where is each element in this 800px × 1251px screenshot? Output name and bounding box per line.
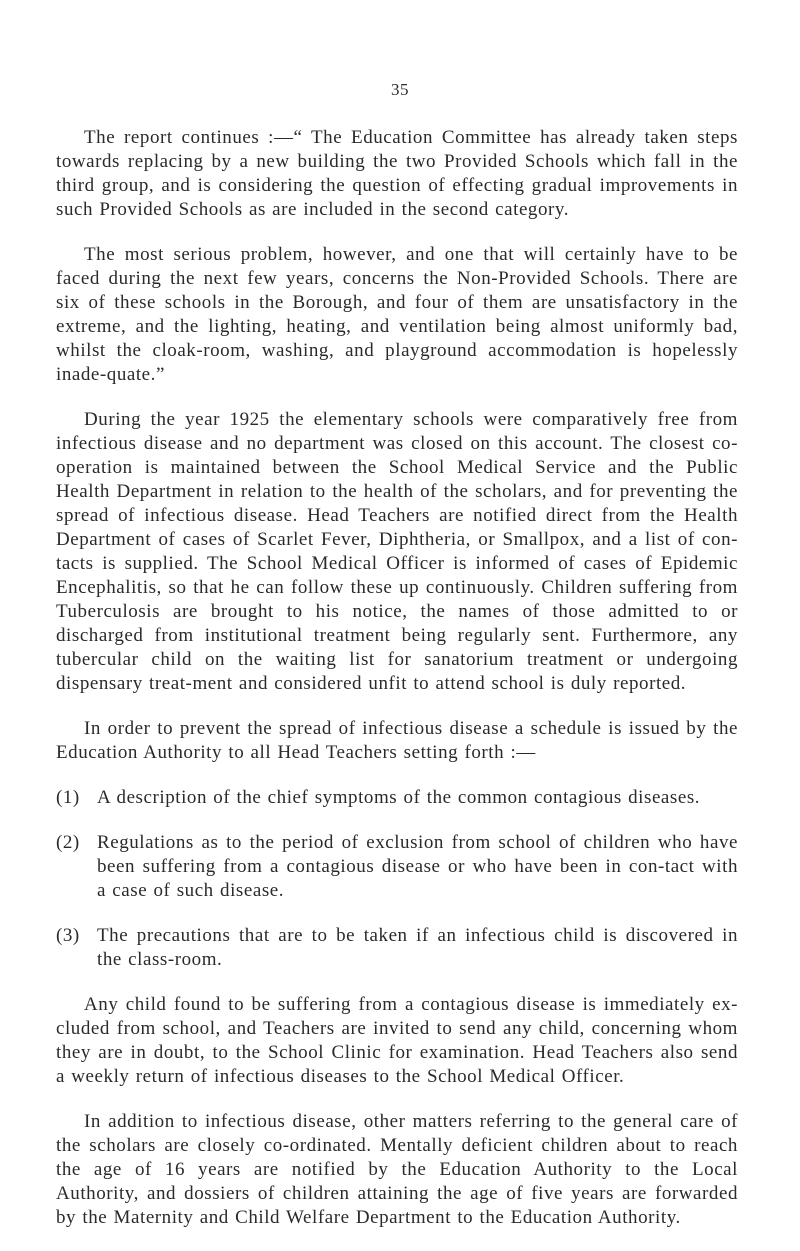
list-item-number: (1) bbox=[56, 787, 80, 808]
paragraph-exclusion: Any child found to be suffering from a contagious disease is immediately ex-cluded from school, and Teachers are invited to send any child, concerning whom they are in doubt, to the School Clinic for examination. Head Teachers also send a weekly return of infectious diseases to the School Medical Officer. bbox=[56, 994, 738, 1087]
list-item bbox=[56, 831, 738, 903]
list-item-number: (3) bbox=[56, 925, 80, 946]
list-item-text: A description of the chief symptoms of the common contagious diseases. bbox=[97, 787, 701, 808]
paragraph-general-care: In addition to infectious disease, other matters referring to the general care of the scholars are closely co-ordinated. Mentally deficient children about to reach the age of 16 years are notified by the Education Authority to the Local Authority, and dossiers of children attaining the age of five years are forwarded by the Maternity and Child Welfare Department to the Education Authority. bbox=[56, 1111, 738, 1228]
page-number: 35 bbox=[391, 80, 409, 99]
list-item-text: Regulations as to the period of exclusion from school of children who have been suffering from a contagious disease or who have been in con-tact with a case of such disease. bbox=[97, 832, 738, 901]
schedule-list bbox=[56, 786, 738, 972]
list-item bbox=[56, 924, 738, 972]
paragraph-non-provided-schools: The most serious problem, however, and one that will certainly have to be faced during the next few years, concerns the Non-Provided Schools. There are six of these schools in the Borough, and four of them are unsatisfactory in the extreme, and the lighting, heating, and ventilation being almost uniformly bad, whilst the cloak-room, washing, and playground accommodation is hopelessly inade-quate.” bbox=[56, 244, 738, 385]
list-item-text: The precautions that are to be taken if an infectious child is discovered in the class-room. bbox=[97, 925, 738, 970]
document-body bbox=[56, 126, 738, 1251]
paragraph-schedule-intro: In order to prevent the spread of infectious disease a schedule is issued by the Education Authority to all Head Teachers setting forth :— bbox=[56, 718, 738, 763]
list-item bbox=[56, 786, 738, 810]
paragraph-report-continues: The report continues :—“ The Education Committee has already taken steps towards replacing by a new building the two Provided Schools which fall in the third group, and is considering the question of effecting gradual improvements in such Provided Schools as are included in the second category. bbox=[56, 127, 738, 220]
list-item-number: (2) bbox=[56, 832, 80, 853]
paragraph-infectious-disease-1925: During the year 1925 the elementary schools were comparatively free from infectious disease and no department was closed on this account. The closest co-operation is maintained between the School Medical Service and the Public Health Department in relation to the health of the scholars, and for preventing the spread of infectious disease. Head Teachers are notified direct from the Health Department of cases of Scarlet Fever, Diphtheria, or Smallpox, and a list of con-tacts is supplied. The School Medical Officer is informed of cases of Epidemic Encephalitis, so that he can follow these up continuously. Children suffering from Tuberculosis are brought to his notice, the names of those admitted to or discharged from institutional treatment being regularly sent. Furthermore, any tubercular child on the waiting list for sanatorium treatment or undergoing dispensary treat-ment and considered unfit to attend school is duly reported. bbox=[56, 409, 738, 694]
